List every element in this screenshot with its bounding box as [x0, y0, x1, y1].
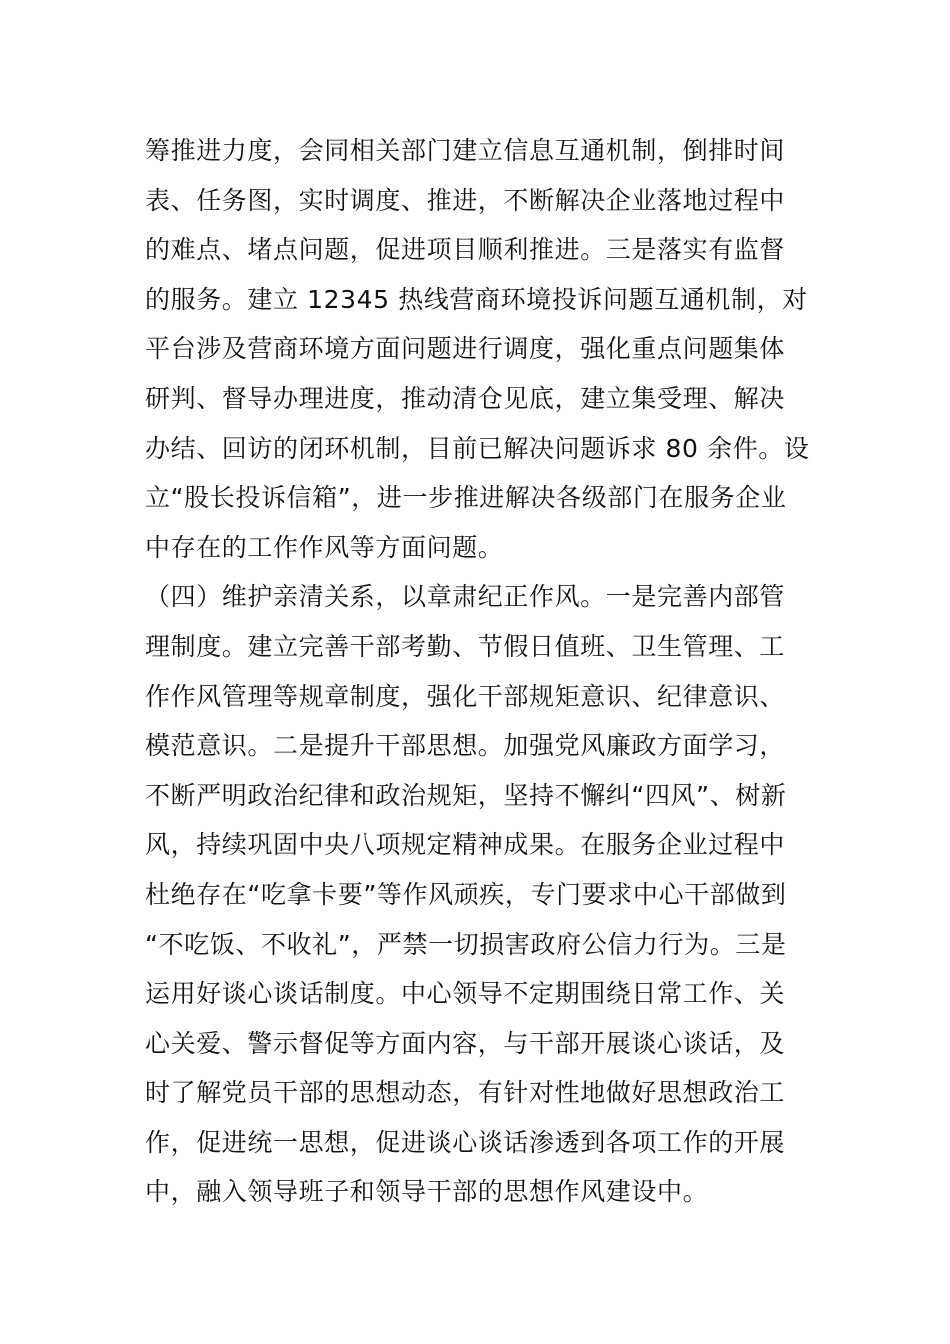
text-line: 杜绝存在“吃拿卡要”等作风顽疾，专门要求中心干部做到: [145, 879, 787, 909]
section-heading-line: （四）维护亲清关系，以章肃纪正作风。一是完善内部管: [145, 582, 786, 612]
text-line: 的难点、堵点问题，促进项目顺利推进。三是落实有监督: [145, 235, 786, 265]
text-line: 表、任务图，实时调度、推进，不断解决企业落地过程中: [145, 185, 786, 215]
text-line: 时了解党员干部的思想动态，有针对性地做好思想政治工: [145, 1078, 786, 1108]
text-line: 运用好谈心谈话制度。中心领导不定期围绕日常工作、关: [145, 979, 786, 1009]
text-line: 作，促进统一思想，促进谈心谈话渗透到各项工作的开展: [145, 1127, 786, 1157]
text-line: 不断严明政治纪律和政治规矩，坚持不懈纠“四风”、树新: [145, 780, 787, 810]
text-line: 心关爱、警示督促等方面内容，与干部开展谈心谈话，及: [145, 1028, 786, 1058]
text-line: 平台涉及营商环境方面问题进行调度，强化重点问题集体: [145, 334, 786, 364]
text-line: 办结、回访的闭环机制，目前已解决问题诉求 80 余件。设: [145, 433, 810, 463]
text-line: 筹推进力度，会同相关部门建立信息互通机制，倒排时间: [145, 136, 786, 165]
text-line: 研判、督导办理进度，推动清仓见底，建立集受理、解决: [145, 383, 786, 413]
text-line: 中存在的工作作风等方面问题。: [145, 532, 504, 562]
text-line: 风，持续巩固中央八项规定精神成果。在服务企业过程中: [145, 830, 786, 860]
text-line: 作作风管理等规章制度，强化干部规矩意识、纪律意识、: [145, 681, 786, 711]
text-line: 中，融入领导班子和领导干部的思想作风建设中。: [145, 1177, 709, 1207]
text-line: 模范意识。二是提升干部思想。加强党风廉政方面学习，: [145, 731, 786, 761]
text-line: “不吃饭、不收礼”，严禁一切损害政府公信力行为。三是: [145, 929, 787, 959]
text-line: 的服务。建立 12345 热线营商环境投诉问题互通机制，对: [145, 284, 808, 314]
body-text: [145, 126, 825, 1217]
text-line: 理制度。建立完善干部考勤、节假日值班、卫生管理、工: [145, 631, 786, 661]
text-line: 立“股长投诉信箱”，进一步推进解决各级部门在服务企业: [145, 483, 787, 513]
